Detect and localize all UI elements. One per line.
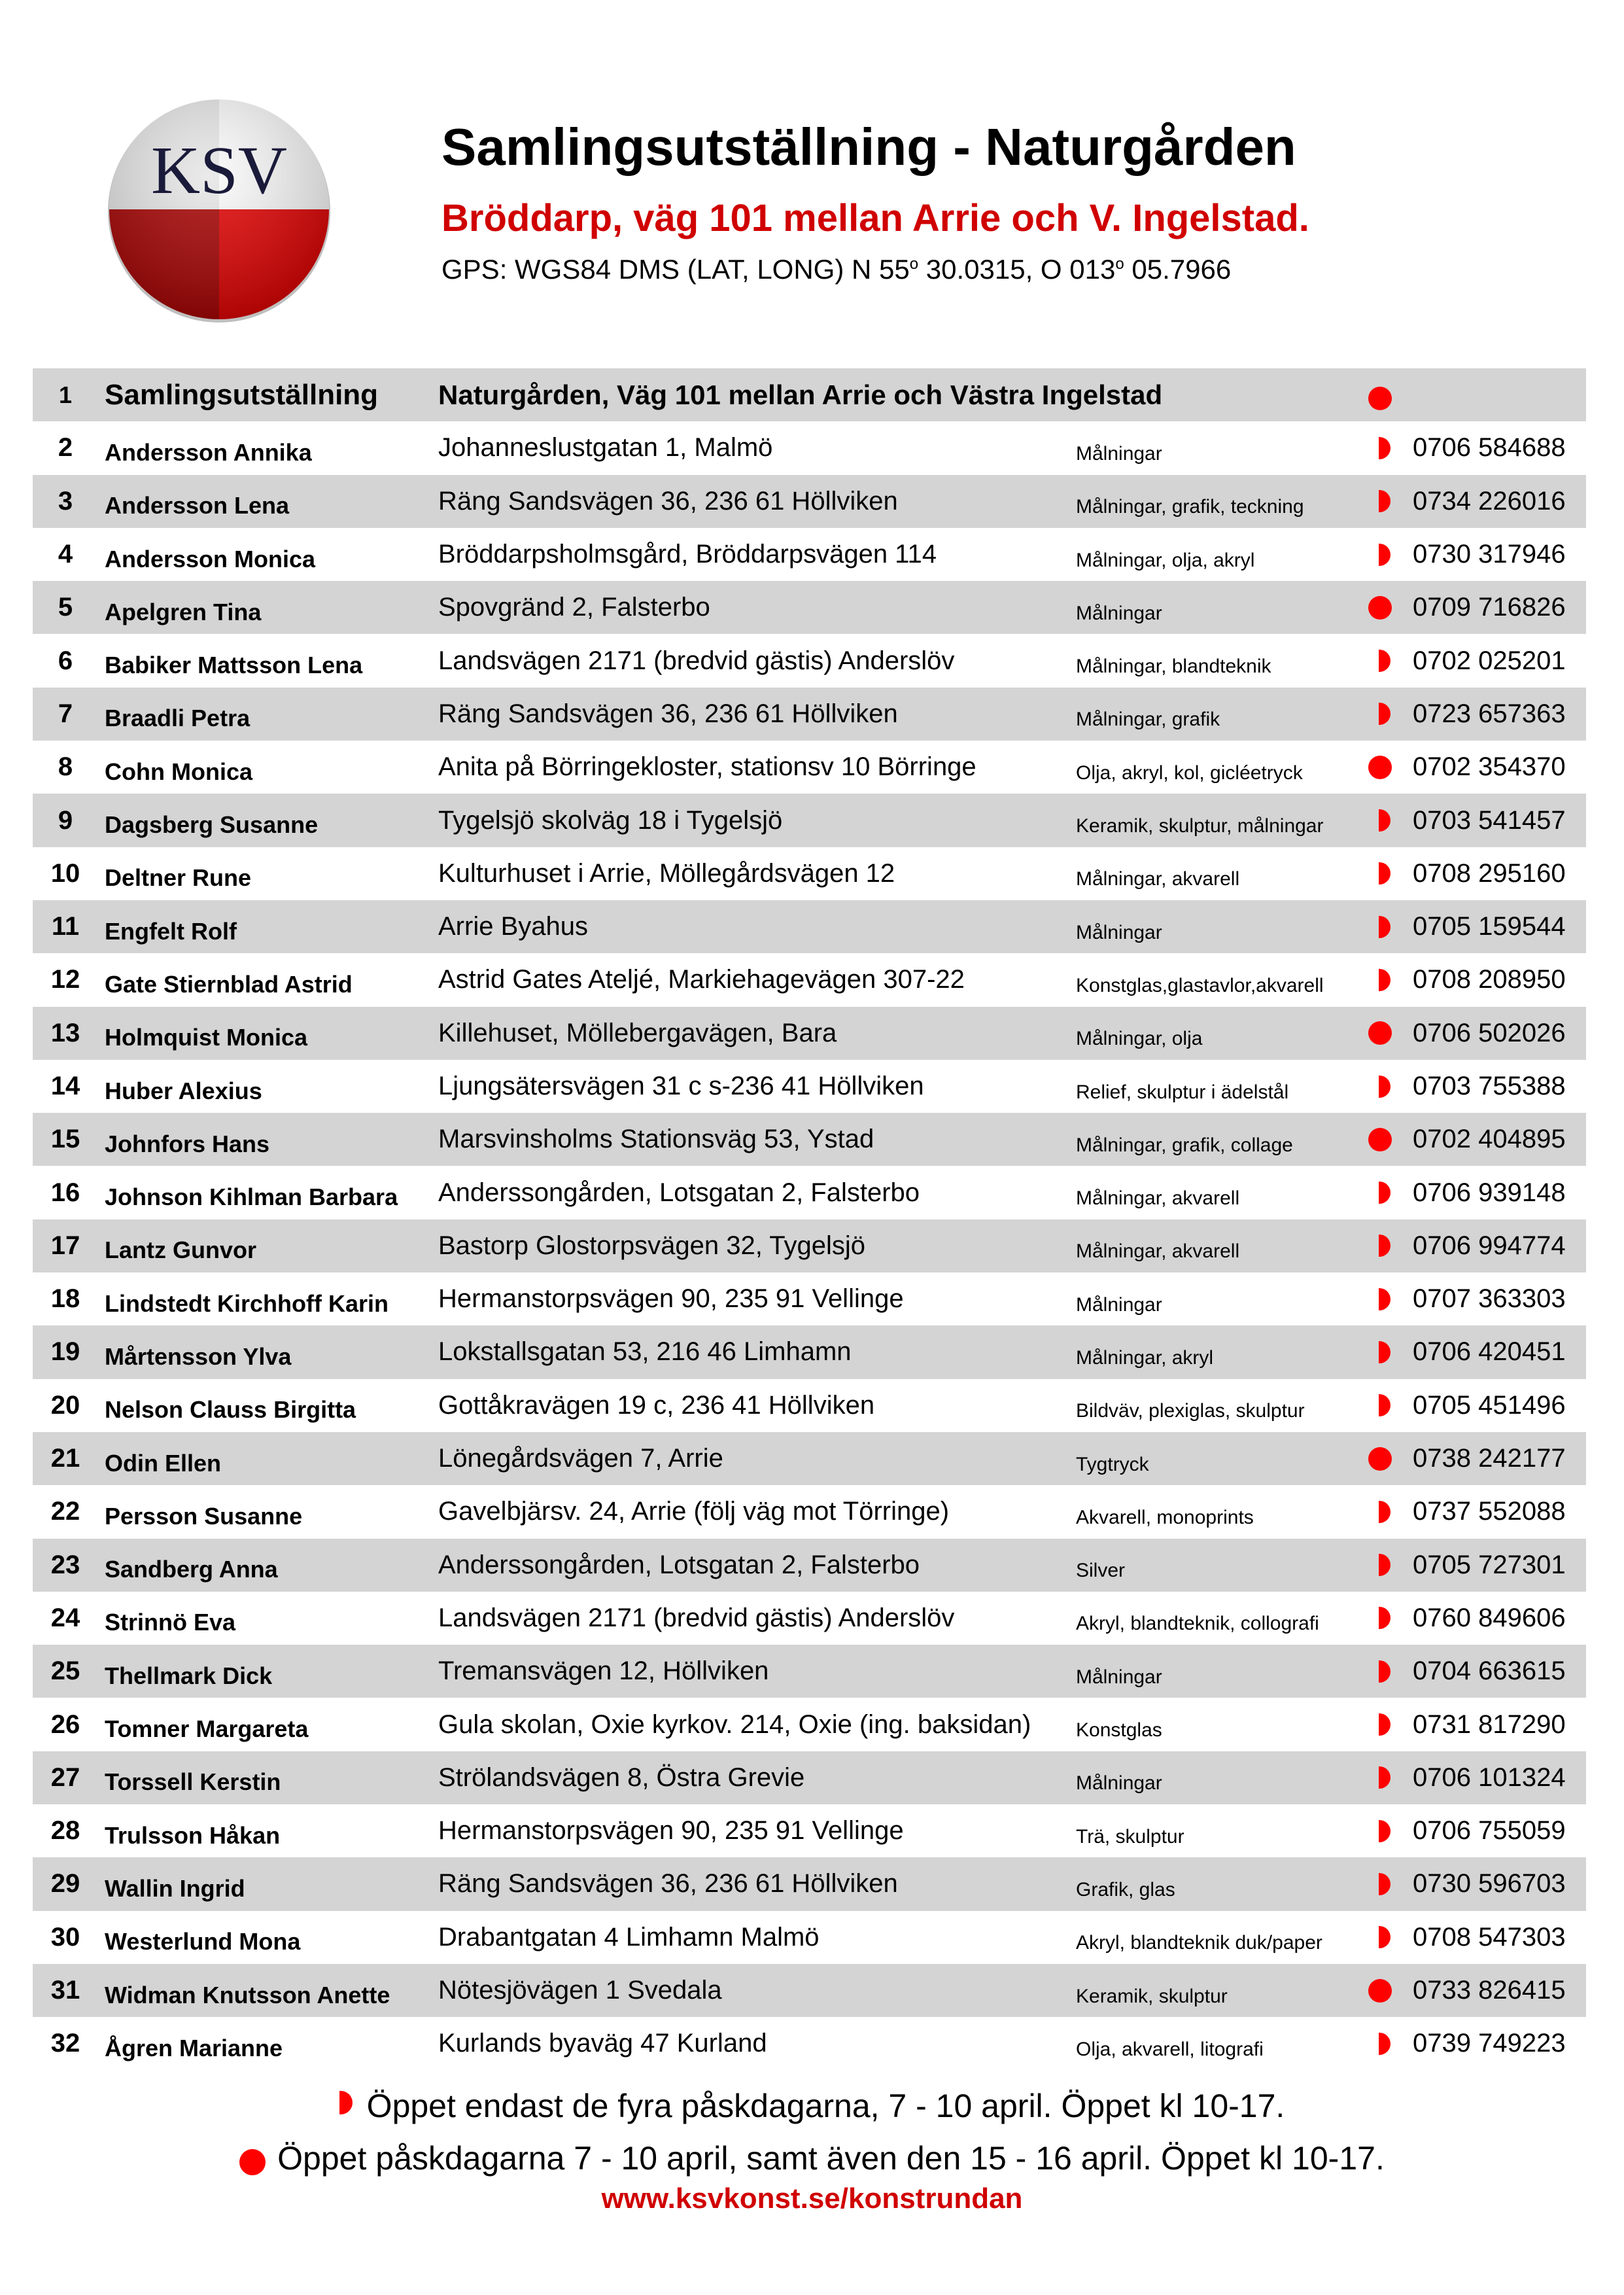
row-number: 31: [50, 1976, 80, 2005]
row-number: 29: [50, 1869, 80, 1899]
row-phone: 0723 657363: [1413, 699, 1566, 728]
row-number: 24: [50, 1603, 80, 1632]
row-name: Gate Stiernblad Astrid: [105, 970, 353, 998]
marker-half-icon: [1360, 953, 1400, 1006]
table-row: [33, 528, 1586, 581]
marker-half-icon: [1360, 1911, 1400, 1964]
row-name: Andersson Monica: [105, 545, 316, 572]
row-type: Relief, skulptur i ädelstål: [1076, 1081, 1289, 1103]
row-type: Olja, akvarell, litografi: [1076, 2038, 1264, 2060]
table-row: [33, 1857, 1586, 1910]
table-row: [33, 1911, 1586, 1964]
row-address: Tygelsjö skolväg 18 i Tygelsjö: [438, 805, 783, 835]
row-address: Bröddarpsholmsgård, Bröddarpsvägen 114: [438, 540, 937, 569]
row-name: Samlingsutställning: [105, 378, 379, 411]
row-address: Bastorp Glostorpsvägen 32, Tygelsjö: [438, 1231, 865, 1260]
row-type: Målningar: [1076, 442, 1162, 464]
table-row: [33, 634, 1586, 687]
row-number: 32: [50, 2029, 80, 2058]
row-number: 25: [50, 1656, 80, 1686]
row-number: 15: [50, 1125, 80, 1154]
row-number: 2: [58, 433, 73, 463]
row-phone: 0706 584688: [1413, 433, 1566, 463]
row-name: Sandberg Anna: [105, 1556, 278, 1583]
row-phone: 0702 354370: [1413, 752, 1566, 782]
row-name: Westerlund Mona: [105, 1928, 301, 1955]
row-name: Lindstedt Kirchhoff Karin: [105, 1289, 389, 1317]
row-type: Målningar: [1076, 1666, 1162, 1688]
table-row: [33, 1751, 1586, 1804]
table-row: [33, 1804, 1586, 1857]
row-phone: 0702 025201: [1413, 646, 1566, 675]
row-type: Målningar, grafik: [1076, 709, 1220, 731]
row-type: Målningar: [1076, 1293, 1162, 1316]
row-number: 14: [50, 1072, 80, 1100]
row-number: 19: [50, 1337, 80, 1367]
row-number: 16: [50, 1178, 80, 1207]
row-number: 1: [58, 381, 73, 408]
row-number: 12: [50, 965, 80, 994]
table-row: [33, 1539, 1586, 1592]
row-number: 18: [50, 1284, 80, 1314]
row-phone: 0704 663615: [1413, 1656, 1566, 1686]
row-name: Holmquist Monica: [105, 1024, 308, 1051]
row-number: 9: [58, 805, 73, 835]
table-row: [33, 1485, 1586, 1538]
row-phone: 0739 749223: [1413, 2029, 1566, 2058]
marker-half-icon: [1360, 1751, 1400, 1804]
row-name: Johnfors Hans: [105, 1130, 270, 1157]
row-type: Konstglas,glastavlor,akvarell: [1076, 974, 1324, 996]
marker-half-icon: [1360, 2017, 1400, 2070]
row-address: Naturgården, Väg 101 mellan Arrie och Västra Ingelstad: [438, 379, 1163, 410]
row-name: Engfelt Rolf: [105, 917, 237, 945]
row-name: Johnson Kihlman Barbara: [105, 1183, 398, 1211]
row-number: 11: [51, 912, 80, 941]
row-name: Wallin Ingrid: [105, 1874, 245, 1902]
legend-full: [0, 2139, 1624, 2177]
table-row-header: [33, 368, 1586, 421]
marker-half-icon: [1360, 1379, 1400, 1432]
row-name: Trulsson Håkan: [105, 1821, 281, 1849]
row-name: Apelgren Tina: [105, 598, 262, 625]
marker-full-icon: [1360, 1432, 1400, 1485]
row-name: Deltner Rune: [105, 864, 252, 892]
row-number: 22: [50, 1497, 80, 1526]
row-number: 5: [58, 593, 73, 622]
table-row: [33, 1113, 1586, 1166]
marker-half-icon: [1360, 475, 1400, 528]
marker-half-icon: [1360, 1219, 1400, 1272]
row-phone: 0760 849606: [1413, 1603, 1566, 1632]
logo-text: KSV: [150, 133, 288, 208]
row-address: Drabantgatan 4 Limhamn Malmö: [438, 1922, 820, 1952]
row-address: Gula skolan, Oxie kyrkov. 214, Oxie (ing. baksidan): [438, 1709, 1031, 1739]
table-row: [33, 953, 1586, 1006]
row-phone: 0738 242177: [1413, 1444, 1566, 1473]
row-name: Lantz Gunvor: [105, 1236, 256, 1264]
marker-half-icon: [1360, 1485, 1400, 1538]
row-type: Målningar: [1076, 1772, 1162, 1795]
row-number: 8: [58, 752, 73, 782]
row-number: 17: [50, 1231, 80, 1260]
marker-half-icon: [1360, 1060, 1400, 1113]
marker-full-icon: [1360, 1113, 1400, 1166]
row-phone: 0705 159544: [1413, 912, 1566, 941]
row-type: Målningar, akvarell: [1076, 868, 1240, 890]
row-type: Tygtryck: [1076, 1453, 1149, 1475]
row-phone: 0734 226016: [1413, 486, 1566, 516]
row-type: Bildväv, plexiglas, skulptur: [1076, 1400, 1305, 1422]
table-row: [33, 1219, 1586, 1272]
row-name: Strinnö Eva: [105, 1609, 236, 1636]
marker-half-icon: [1360, 421, 1400, 474]
table-row: [33, 421, 1586, 474]
table-row: [33, 1166, 1586, 1219]
table-row: [33, 1007, 1586, 1060]
row-number: 30: [50, 1922, 80, 1952]
marker-half-icon: [1360, 1592, 1400, 1645]
row-address: Hermanstorpsvägen 90, 235 91 Vellinge: [438, 1284, 904, 1314]
marker-half-icon: [1360, 528, 1400, 581]
row-number: 3: [58, 486, 73, 516]
row-name: Andersson Annika: [105, 438, 312, 466]
row-phone: 0707 363303: [1413, 1284, 1566, 1314]
row-address: Gavelbjärsv. 24, Arrie (följ väg mot Törringe): [438, 1497, 950, 1526]
marker-full-icon: [1360, 1007, 1400, 1060]
marker-half-icon: [1360, 1166, 1400, 1219]
row-type: Keramik, skulptur: [1076, 1985, 1228, 2007]
row-address: Spovgränd 2, Falsterbo: [438, 593, 710, 622]
row-name: Babiker Mattsson Lena: [105, 652, 363, 679]
exhibitor-table: [33, 368, 1586, 2071]
row-address: Ljungsätersvägen 31 c s-236 41 Höllviken: [438, 1072, 924, 1100]
row-type: Målningar: [1076, 921, 1162, 943]
table-row: [33, 1060, 1586, 1113]
row-address: Astrid Gates Ateljé, Markiehagevägen 307-22: [438, 965, 965, 994]
row-type: Grafik, glas: [1076, 1878, 1175, 1901]
table-row: [33, 581, 1586, 634]
marker-half-icon: [1360, 794, 1400, 847]
table-row: [33, 688, 1586, 741]
row-address: Anderssongården, Lotsgatan 2, Falsterbo: [438, 1550, 920, 1579]
row-number: 26: [50, 1709, 80, 1739]
row-address: Räng Sandsvägen 36, 236 61 Höllviken: [438, 1869, 898, 1899]
marker-full-icon: [1360, 1964, 1400, 2017]
row-type: Målningar, grafik, collage: [1076, 1134, 1293, 1156]
row-phone: 0706 755059: [1413, 1816, 1566, 1846]
row-phone: 0703 755388: [1413, 1072, 1566, 1100]
row-address: Johanneslustgatan 1, Malmö: [438, 433, 773, 463]
location-subtitle: Bröddarp, väg 101 mellan Arrie och V. Ingelstad.: [441, 197, 1309, 239]
marker-half-icon: [1360, 1857, 1400, 1910]
marker-full-icon: [1360, 581, 1400, 634]
row-phone: 0706 994774: [1413, 1231, 1566, 1260]
row-name: Cohn Monica: [105, 758, 252, 785]
row-address: Gottåkravägen 19 c, 236 41 Höllviken: [438, 1390, 875, 1420]
marker-half-icon: [1360, 1804, 1400, 1857]
row-address: Tremansvägen 12, Höllviken: [438, 1656, 769, 1686]
row-phone: 0708 547303: [1413, 1922, 1566, 1952]
legend-half: [0, 2087, 1624, 2125]
row-address: Hermanstorpsvägen 90, 235 91 Vellinge: [438, 1816, 904, 1846]
row-type: Målningar, grafik, teckning: [1076, 496, 1304, 518]
gps-coordinates: GPS: WGS84 DMS (LAT, LONG) N 55$^o$ 30.0315, O 013$^o$ 05.7966: [441, 254, 1232, 285]
marker-full-icon: [1360, 741, 1400, 794]
row-name: Tomner Margareta: [105, 1715, 309, 1743]
row-number: 13: [50, 1018, 80, 1047]
table-row: [33, 1645, 1586, 1698]
row-address: Marsvinsholms Stationsväg 53, Ystad: [438, 1125, 874, 1154]
row-type: Akryl, blandteknik duk/paper: [1076, 1932, 1322, 1954]
row-type: Akvarell, monoprints: [1076, 1506, 1254, 1528]
row-address: Anderssongården, Lotsgatan 2, Falsterbo: [438, 1178, 920, 1207]
row-phone: 0731 817290: [1413, 1709, 1566, 1739]
row-address: Arrie Byahus: [438, 912, 588, 941]
row-name: Andersson Lena: [105, 492, 290, 519]
table-row: [33, 2017, 1586, 2070]
ksv-logo: [105, 95, 334, 324]
row-phone: 0705 727301: [1413, 1550, 1566, 1579]
row-phone: 0708 208950: [1413, 965, 1566, 994]
half-marker-icon: [339, 2091, 353, 2114]
legend-half-text: Öppet endast de fyra påskdagarna, 7 - 10 april. Öppet kl 10-17.: [366, 2088, 1285, 2124]
row-name: Dagsberg Susanne: [105, 811, 319, 839]
row-address: Killehuset, Möllebergavägen, Bara: [438, 1018, 837, 1047]
row-name: Odin Ellen: [105, 1449, 222, 1477]
row-type: Olja, akryl, kol, gicléetryck: [1076, 762, 1303, 784]
row-phone: 0706 502026: [1413, 1018, 1566, 1047]
row-phone: 0708 295160: [1413, 858, 1566, 888]
row-number: 6: [58, 646, 73, 675]
row-address: Räng Sandsvägen 36, 236 61 Höllviken: [438, 486, 898, 516]
table-row: [33, 794, 1586, 847]
row-address: Lönegårdsvägen 7, Arrie: [438, 1444, 723, 1473]
row-address: Kurlands byaväg 47 Kurland: [438, 2029, 767, 2058]
table-row: [33, 1379, 1586, 1432]
row-name: Torssell Kerstin: [105, 1768, 281, 1796]
row-type: Keramik, skulptur, målningar: [1076, 815, 1324, 837]
table-row: [33, 900, 1586, 953]
row-phone: 0730 317946: [1413, 540, 1566, 569]
row-number: 20: [50, 1390, 80, 1420]
row-type: Silver: [1076, 1560, 1126, 1582]
row-phone: 0737 552088: [1413, 1497, 1566, 1526]
row-name: Persson Susanne: [105, 1502, 303, 1530]
table-row: [33, 1592, 1586, 1645]
marker-half-icon: [1360, 1645, 1400, 1698]
row-phone: 0703 541457: [1413, 805, 1566, 835]
row-name: Widman Knutsson Anette: [105, 1981, 390, 2008]
table-row: [33, 1964, 1586, 2017]
legend-full-text: Öppet påskdagarna 7 - 10 april, samt även den 15 - 16 april. Öppet kl 10-17.: [277, 2140, 1385, 2177]
marker-half-icon: [1360, 1698, 1400, 1751]
page-title: Samlingsutställning - Naturgården: [441, 118, 1296, 176]
marker-half-icon: [1360, 634, 1400, 687]
row-name: Mårtensson Ylva: [105, 1342, 292, 1370]
table-row: [33, 741, 1586, 794]
row-number: 28: [50, 1816, 80, 1846]
row-number: 23: [50, 1550, 80, 1579]
row-name: Braadli Petra: [105, 705, 251, 732]
row-address: Lokstallsgatan 53, 216 46 Limhamn: [438, 1337, 852, 1367]
row-type: Målningar, akryl: [1076, 1346, 1214, 1369]
marker-half-icon: [1360, 1325, 1400, 1378]
row-type: Målningar, akvarell: [1076, 1240, 1240, 1263]
row-type: Målningar, akvarell: [1076, 1187, 1240, 1210]
row-type: Trä, skulptur: [1076, 1825, 1184, 1848]
row-address: Landsvägen 2171 (bredvid gästis) Anderslöv: [438, 1603, 955, 1632]
row-type: Konstglas: [1076, 1719, 1162, 1742]
row-name: Thellmark Dick: [105, 1662, 273, 1689]
row-type: Målningar: [1076, 602, 1162, 624]
row-phone: 0706 420451: [1413, 1337, 1566, 1367]
website-link[interactable]: www.ksvkonst.se/konstrundan: [601, 2182, 1023, 2215]
row-type: Akryl, blandteknik, collografi: [1076, 1613, 1319, 1635]
marker-full-icon: [1360, 368, 1400, 421]
row-name: Huber Alexius: [105, 1077, 262, 1104]
row-number: 27: [50, 1762, 80, 1792]
row-address: Anita på Börringekloster, stationsv 10 Börringe: [438, 752, 976, 782]
row-phone: 0706 939148: [1413, 1178, 1566, 1207]
marker-half-icon: [1360, 688, 1400, 741]
row-address: Nötesjövägen 1 Svedala: [438, 1976, 722, 2005]
table-row: [33, 1432, 1586, 1485]
row-type: Målningar, olja, akryl: [1076, 549, 1255, 571]
table-row: [33, 1698, 1586, 1751]
row-phone: 0709 716826: [1413, 593, 1566, 622]
row-number: 7: [58, 699, 73, 728]
row-address: Strölandsvägen 8, Östra Grevie: [438, 1762, 805, 1792]
row-address: Landsvägen 2171 (bredvid gästis) Anderslöv: [438, 646, 955, 675]
row-phone: 0730 596703: [1413, 1869, 1566, 1899]
full-marker-icon: [239, 2149, 266, 2175]
row-phone: 0705 451496: [1413, 1390, 1566, 1420]
row-number: 21: [50, 1444, 80, 1473]
row-type: Målningar, blandteknik: [1076, 656, 1271, 678]
row-phone: 0733 826415: [1413, 1976, 1566, 2005]
marker-half-icon: [1360, 900, 1400, 953]
row-address: Räng Sandsvägen 36, 236 61 Höllviken: [438, 699, 898, 728]
row-number: 4: [58, 540, 73, 569]
row-name: Nelson Clauss Birgitta: [105, 1396, 356, 1424]
marker-half-icon: [1360, 1272, 1400, 1325]
row-address: Kulturhuset i Arrie, Möllegårdsvägen 12: [438, 858, 895, 888]
row-type: Målningar, olja: [1076, 1028, 1203, 1050]
row-number: 10: [50, 858, 80, 888]
row-phone: 0706 101324: [1413, 1762, 1566, 1792]
marker-half-icon: [1360, 847, 1400, 900]
marker-half-icon: [1360, 1539, 1400, 1592]
table-row: [33, 475, 1586, 528]
row-phone: 0702 404895: [1413, 1125, 1566, 1154]
table-row: [33, 1325, 1586, 1378]
row-name: Ågren Marianne: [105, 2034, 283, 2061]
table-row: [33, 847, 1586, 900]
table-row: [33, 1272, 1586, 1325]
